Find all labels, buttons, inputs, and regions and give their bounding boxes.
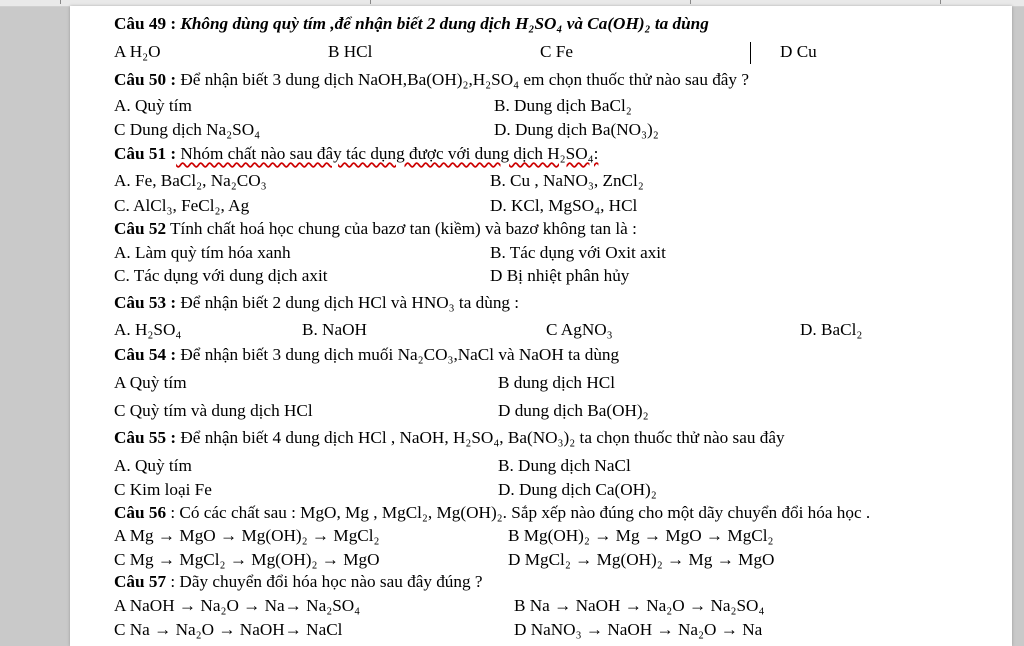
ruler-tick — [940, 0, 941, 4]
option-a[interactable]: A. Làm quỳ tím hóa xanh — [114, 243, 291, 262]
option-d[interactable]: D. Dung dịch Ba(NO₃)₂ — [494, 120, 659, 139]
option-d[interactable]: D. KCl, MgSO₄, HCl — [490, 196, 638, 215]
question-text: Tính chất hoá học chung của bazơ tan (kiềm) và bazơ không tan là : — [166, 219, 637, 238]
option-b[interactable]: B Mg(OH)₂ → Mg → MgO → MgCl₂ — [508, 526, 774, 545]
option-b[interactable]: B dung dịch HCl — [498, 373, 615, 392]
question-number: Câu 54 : — [114, 345, 177, 364]
option-c[interactable]: C Mg → MgCl₂ → Mg(OH)₂ → MgO — [114, 550, 380, 569]
option-b[interactable]: B. NaOH — [302, 320, 367, 339]
question-53 — [114, 292, 1002, 314]
option-c[interactable]: C. AlCl₃, FeCl₂, Ag — [114, 196, 250, 215]
option-a[interactable]: A H₂O — [114, 42, 161, 61]
question-text: Để nhận biết 3 dung dịch muối Na₂CO₃,NaCl và NaOH ta dùng — [176, 345, 620, 364]
option-c[interactable]: C AgNO₃ — [546, 320, 613, 339]
question-54 — [114, 344, 1002, 366]
question-number: Câu 55 : — [114, 428, 177, 447]
option-c[interactable]: C Quỳ tím và dung dịch HCl — [114, 401, 313, 420]
option-a[interactable]: A. Quỳ tím — [114, 96, 192, 115]
question-51 — [114, 143, 1002, 165]
text-cursor — [750, 42, 751, 64]
option-b[interactable]: B HCl — [328, 42, 373, 61]
option-a[interactable]: A. Fe, BaCl₂, Na₂CO₃ — [114, 171, 267, 190]
question-text: Để nhận biết 3 dung dịch NaOH,Ba(OH)₂,H₂SO₄ em chọn thuốc thử nào sau đây ? — [176, 70, 749, 89]
question-57 — [114, 571, 1002, 593]
document-page[interactable] — [70, 6, 1012, 646]
option-c[interactable]: C. Tác dụng với dung dịch axit — [114, 266, 328, 285]
question-text: : Dãy chuyển đổi hóa học nào sau đây đúng ? — [166, 572, 483, 591]
question-49 — [114, 13, 1002, 35]
question-number: Câu 53 : — [114, 293, 177, 312]
question-text: Để nhận biết 2 dung dịch HCl và HNO₃ ta dùng : — [176, 293, 520, 312]
option-a[interactable]: A. H₂SO₄ — [114, 320, 182, 339]
option-c[interactable]: C Na → Na₂O → NaOH→ NaCl — [114, 620, 343, 639]
option-a[interactable]: A NaOH → Na₂O → Na→ Na₂SO₄ — [114, 596, 361, 615]
option-b[interactable]: B Na → NaOH → Na₂O → Na₂SO₄ — [514, 596, 765, 615]
option-a[interactable]: A. Quỳ tím — [114, 456, 192, 475]
question-number: Câu 52 — [114, 219, 167, 238]
option-d[interactable]: D Cu — [780, 42, 817, 61]
option-d[interactable]: D Bị nhiệt phân hủy — [490, 266, 630, 285]
option-d[interactable]: D dung dịch Ba(OH)₂ — [498, 401, 649, 420]
option-d[interactable]: D NaNO₃ → NaOH → Na₂O → Na — [514, 620, 763, 639]
question-number: Câu 49 : — [114, 14, 177, 33]
question-text: Không dùng quỳ tím ,để nhận biết 2 dung dịch H₂SO₄ và Ca(OH)₂ ta dùng — [176, 14, 709, 33]
question-text: Nhóm chất nào sau đây tác dụng được với dung dịch H₂SO₄: — [176, 144, 599, 163]
option-b[interactable]: B. Dung dịch NaCl — [498, 456, 631, 475]
question-text: : Có các chất sau : MgO, Mg , MgCl₂, Mg(OH)₂. Sắp xếp nào đúng cho một dãy chuyển đổi hóa học . — [166, 503, 871, 522]
question-text: Để nhận biết 4 dung dịch HCl , NaOH, H₂SO₄, Ba(NO₃)₂ ta chọn thuốc thử nào sau đây — [176, 428, 785, 447]
ruler-tick — [370, 0, 371, 4]
option-b[interactable]: B. Cu , NaNO₃, ZnCl₂ — [490, 171, 644, 190]
option-c[interactable]: C Kim loại Fe — [114, 480, 212, 499]
question-number: Câu 57 — [114, 572, 167, 591]
option-d[interactable]: D. Dung dịch Ca(OH)₂ — [498, 480, 657, 499]
option-a[interactable]: A Quỳ tím — [114, 373, 187, 392]
option-b[interactable]: B. Tác dụng với Oxit axit — [490, 243, 666, 262]
question-number: Câu 56 — [114, 503, 167, 522]
question-50 — [114, 69, 1002, 91]
option-d[interactable]: D. BaCl₂ — [800, 320, 863, 339]
option-a[interactable]: A Mg → MgO → Mg(OH)₂ → MgCl₂ — [114, 526, 380, 545]
question-number: Câu 51 : — [114, 144, 177, 163]
option-c[interactable]: C Dung dịch Na₂SO₄ — [114, 120, 261, 139]
question-56 — [114, 502, 1002, 524]
ruler-tick — [60, 0, 61, 4]
option-c[interactable]: C Fe — [540, 42, 573, 61]
option-b[interactable]: B. Dung dịch BaCl₂ — [494, 96, 632, 115]
question-number: Câu 50 : — [114, 70, 177, 89]
question-55 — [114, 427, 1002, 449]
option-d[interactable]: D MgCl₂ → Mg(OH)₂ → Mg → MgO — [508, 550, 775, 569]
ruler-tick — [690, 0, 691, 4]
question-52 — [114, 218, 1002, 240]
